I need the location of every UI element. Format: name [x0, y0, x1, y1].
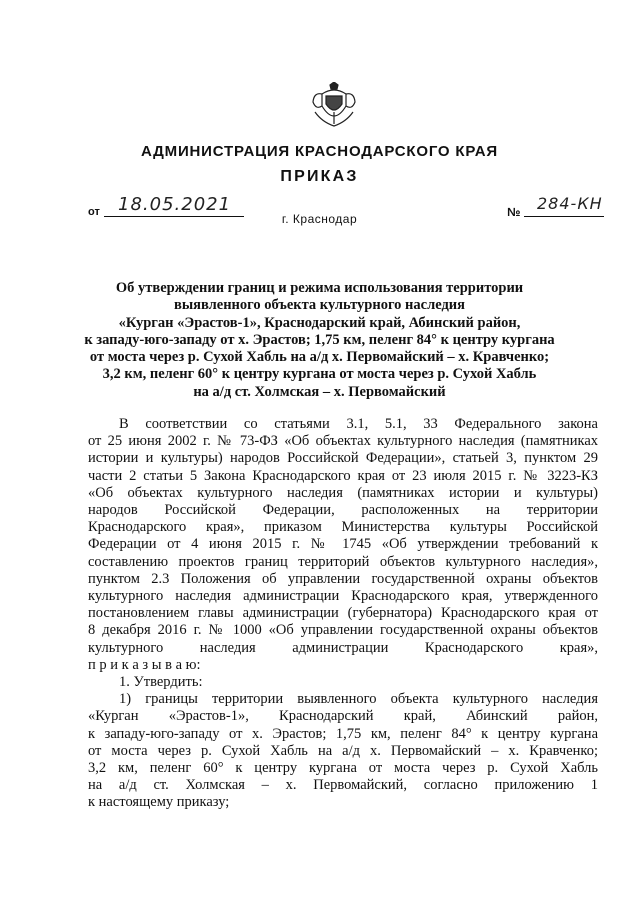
body-line: части 2 статьи 5 Закона Краснодарского края от 23 июля 2015 г. № 3223-КЗ	[88, 467, 598, 484]
body-line: 8 декабря 2016 г. № 1000 «Об управлении государственной охраны объектов	[88, 622, 598, 639]
body-line: на а/д ст. Холмская – х. Первомайский, согласно приложению 1	[88, 777, 598, 794]
title-line: выявленного объекта культурного наследия	[173, 297, 465, 314]
body-line: 1. Утвердить:	[119, 674, 203, 691]
handwritten-number: 284-КН	[537, 194, 603, 213]
body-line: культурного наследия администрации Краснодарского края»,	[88, 639, 598, 656]
body-line: п р и к а з ы в а ю:	[88, 656, 201, 673]
title-line: 3,2 км, пеленг 60° к центру кургана от моста через р. Сухой Хабль	[102, 366, 537, 383]
title-line: «Курган «Эрастов-1», Краснодарский край, Абинский район,	[118, 314, 521, 331]
document-type: ПРИКАЗ	[280, 168, 359, 185]
body-line: постановлением главы администрации (губернатора) Краснодарского края от	[88, 605, 598, 622]
body-line: 1) границы территории выявленного объекта культурного наследия	[119, 691, 598, 708]
body-line: от моста через р. Сухой Хабль на а/д х. Первомайский – х. Кравченко;	[88, 742, 598, 759]
body-line: истории и культуры) народов Российской Федерации», статьей 3, пунктом 29	[88, 450, 598, 467]
city-name: г. Краснодар	[281, 212, 358, 226]
title-line: Об утверждении границ и режима использования территории	[115, 280, 524, 296]
title-line: от моста через р. Сухой Хабль на а/д х. Первомайский – х. Кравченко;	[89, 349, 550, 366]
body-line: составлению проектов границ территорий объектов культурного наследия»,	[88, 553, 598, 570]
document-body	[88, 416, 598, 812]
body-line: Краснодарского края», приказом Министерства культуры Российской	[88, 519, 598, 536]
body-line: 3,2 км, пеленг 60° к центру кургана от моста через р. Сухой Хабль	[88, 760, 598, 777]
body-line: «Курган «Эрастов-1», Краснодарский край, Абинский район,	[88, 708, 598, 725]
number-prefix: №	[507, 205, 521, 219]
document-title	[40, 280, 599, 401]
body-line: от 25 июня 2002 г. № 73-ФЗ «Об объектах культурного наследия (памятниках	[88, 433, 598, 450]
organization-name: АДМИНИСТРАЦИЯ КРАСНОДАРСКОГО КРАЯ	[140, 143, 499, 160]
handwritten-date: 18.05.2021	[118, 194, 232, 215]
body-line: народов Российской Федерации, расположенных на территории	[88, 502, 598, 519]
body-line: к западу-юго-западу от х. Эрастов; 1,75 км, пеленг 84° к центру кургана	[88, 725, 598, 742]
body-line: культурного наследия администрации Краснодарского края, утвержденного	[88, 588, 598, 605]
coat-of-arms-emblem	[310, 82, 358, 128]
body-line: к настоящему приказу;	[88, 794, 230, 811]
body-line: В соответствии со статьями 3.1, 5.1, 33 Федерального закона	[119, 416, 598, 432]
body-line: «Об объектах культурного наследия (памятниках истории и культуры)	[88, 484, 598, 501]
title-line: к западу-юго-западу от х. Эрастов; 1,75 км, пеленг 84° к центру кургана	[84, 331, 555, 348]
title-line: на а/д ст. Холмская – х. Первомайский	[193, 383, 446, 400]
date-prefix: от	[88, 206, 100, 218]
body-line: пунктом 2.3 Положения об управлении государственной охраны объектов	[88, 570, 598, 587]
body-line: Федерации от 4 июня 2015 г. № 1745 «Об утверждении требований к	[88, 536, 598, 553]
